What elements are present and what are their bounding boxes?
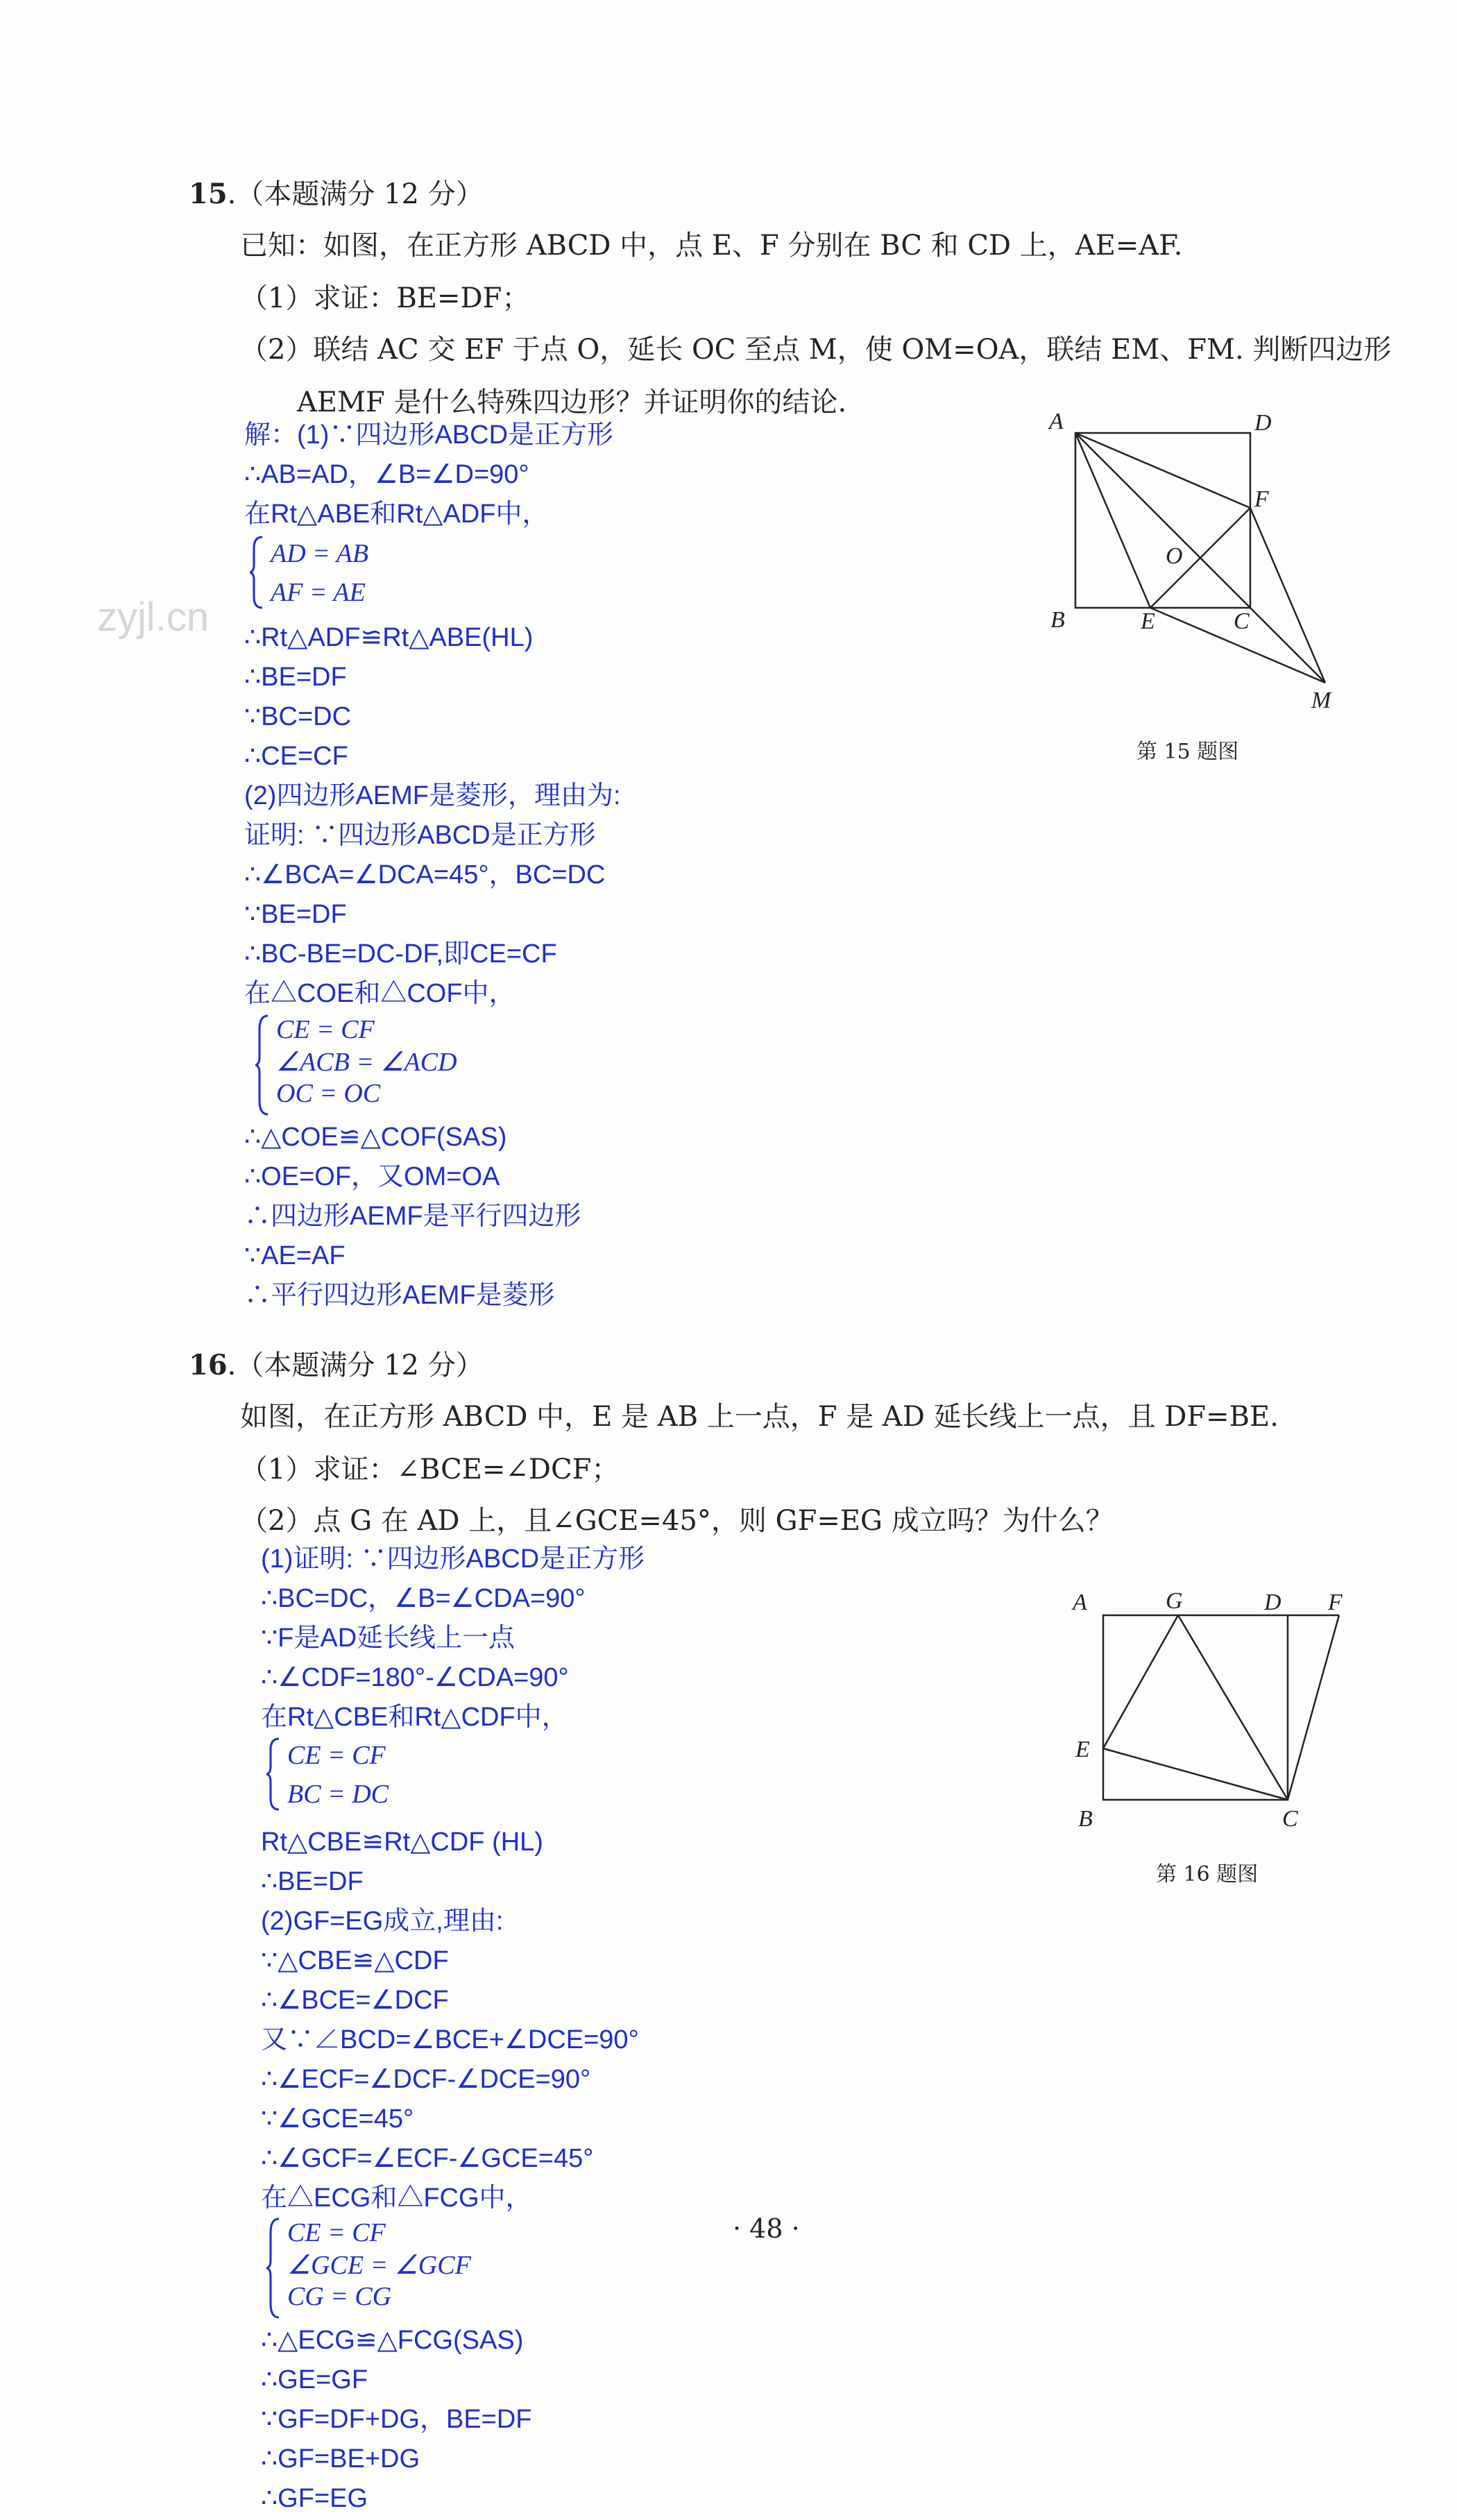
q16-equation-system-1: [266, 1736, 475, 1812]
q16-sys2-eq: CG = CG: [287, 2282, 392, 2311]
q16-sol-line: 在Rt△CBE和Rt△CDF中，: [261, 1703, 568, 1732]
brace-icon: [266, 2216, 282, 2320]
q16-sol-line: ∴BC=DC，∠B=∠CDA=90°: [261, 1584, 586, 1613]
q15-sys2-eq: OC = OC: [276, 1079, 381, 1108]
q16-part1: （1）求证：∠BCE=∠DCF；: [240, 1454, 620, 1485]
q16-sol-line: 又∵∠BCD=∠BCE+∠DCE=90°: [261, 2025, 639, 2054]
q16-sol-line: ∴GF=BE+DG: [261, 2444, 420, 2474]
q15-sol-line: ∴平行四边形AEMF是菱形: [244, 1281, 555, 1310]
q16-sys1-eq: BC = DC: [287, 1780, 389, 1809]
q15-sol-line: ∴四边形AEMF是平行四边形: [244, 1202, 581, 1231]
q16-part2: （2）点 G 在 AD 上，且∠GCE=45°，则 GF=EG 成立吗？为什么？: [240, 1505, 1114, 1537]
watermark: zyjl.cn: [97, 595, 210, 640]
q15-label-b: B: [1050, 607, 1065, 633]
brace-icon: [255, 1013, 271, 1117]
q15-sol-line: ∴△COE≌△COF(SAS): [244, 1123, 507, 1152]
page-number: · 48 ·: [733, 2213, 800, 2244]
q15-sol-line: 在Rt△ABE和Rt△ADF中，: [244, 500, 549, 529]
brace-icon: [250, 534, 265, 611]
q15-sol-line: 证明: ∵四边形ABCD是正方形: [244, 821, 596, 850]
q15-label-f: F: [1254, 486, 1269, 512]
segment-eg: [1103, 1615, 1178, 1748]
q15-header: [189, 172, 484, 212]
brace-icon: [266, 1736, 282, 1812]
q16-label-d: D: [1264, 1590, 1281, 1615]
q15-equation-system-1: [250, 534, 458, 611]
q15-part2-line1: （2）联结 AC 交 EF 于点 O，延长 OC 至点 M，使 OM=OA，联结 EM、FM. 判断四边形: [240, 334, 1392, 366]
q16-stem: 如图，在正方形 ABCD 中，E 是 AB 上一点，F 是 AD 延长线上一点，且 DF=BE.: [240, 1401, 1279, 1433]
q16-sol-line: ∴△ECG≌△FCG(SAS): [261, 2326, 524, 2355]
segment-ec: [1103, 1748, 1288, 1800]
q16-sol-line: ∴∠BCE=∠DCF: [261, 1986, 449, 2015]
q16-figure: [1062, 1582, 1374, 1846]
q16-sol-line: 在△ECG和△FCG中，: [261, 2183, 532, 2213]
q16-sol-line: (1)证明: ∵四边形ABCD是正方形: [261, 1544, 645, 1574]
q15-sol-line: ∵BE=DF: [244, 900, 347, 929]
q15-sol-line: 解：(1)∵四边形ABCD是正方形: [244, 420, 614, 450]
q15-sol-line: ∴CE=CF: [244, 742, 348, 771]
q15-sol-line: ∴Rt△ADF≌Rt△ABE(HL): [244, 623, 534, 652]
q15-sol-line: ∵AE=AF: [244, 1241, 346, 1270]
q15-sys1-eq: AD = AB: [271, 539, 369, 568]
q16-label-f: F: [1328, 1590, 1343, 1615]
q15-sol-line: ∴BC-BE=DC-DF,即CE=CF: [244, 939, 557, 969]
q15-figure-caption: 第 15 题图: [1136, 740, 1239, 764]
q15-label-c: C: [1234, 608, 1250, 634]
q15-figure: [1034, 402, 1360, 722]
q15-score: .（本题满分 12 分）: [227, 178, 484, 210]
q16-label-e: E: [1075, 1737, 1090, 1762]
q15-part1: （1）求证：BE=DF；: [240, 282, 530, 314]
q16-number: 16: [189, 1349, 228, 1381]
q16-sol-line: ∵F是AD延长线上一点: [261, 1624, 516, 1653]
segment-af: [1075, 433, 1250, 508]
q16-sol-line: ∵△CBE≌△CDF: [261, 1946, 449, 1975]
q16-sol-line: ∴GF=EG: [261, 2484, 368, 2513]
q15-sys1-eq: AF = AE: [271, 578, 366, 607]
q16-sys2-eq: CE = CF: [287, 2218, 386, 2247]
q15-sol-line: ∴∠BCA=∠DCA=45°，BC=DC: [244, 860, 606, 889]
q16-sys1-eq: CE = CF: [287, 1741, 386, 1770]
q16-sol-line: ∵∠GCE=45°: [261, 2104, 414, 2134]
q15-label-o: O: [1166, 543, 1183, 569]
q16-figure-caption: 第 16 题图: [1156, 1862, 1259, 1887]
q15-sys2-eq: ∠ACB = ∠ACD: [276, 1048, 457, 1077]
q15-sol-line: 在△COE和△COF中，: [244, 979, 516, 1008]
q16-sol-line: ∴GE=GF: [261, 2365, 368, 2394]
q15-sol-line: ∴OE=OF，又OM=OA: [244, 1162, 500, 1191]
q16-sol-line: ∴BE=DF: [261, 1867, 364, 1896]
segment-gc: [1178, 1615, 1288, 1800]
q15-part2-line2: AEMF 是什么特殊四边形？并证明你的结论.: [297, 386, 847, 418]
segment-fm: [1250, 508, 1325, 683]
segment-fc: [1288, 1615, 1339, 1800]
q16-label-c: C: [1282, 1806, 1298, 1832]
q16-label-b: B: [1078, 1806, 1093, 1832]
q16-score: .（本题满分 12 分）: [227, 1350, 484, 1381]
q15-equation-system-2: [255, 1013, 505, 1117]
segment-ae: [1075, 433, 1150, 608]
q16-label-a: A: [1073, 1590, 1087, 1615]
q15-stem: 已知：如图，在正方形 ABCD 中，点 E、F 分别在 BC 和 CD 上，AE=AF.: [240, 230, 1183, 262]
q15-label-e: E: [1141, 608, 1155, 634]
q15-sol-line: ∵BC=DC: [244, 702, 352, 731]
q16-sol-line: (2)GF=EG成立,理由:: [261, 1907, 504, 1936]
q16-sol-line: Rt△CBE≌Rt△CDF (HL): [261, 1828, 543, 1857]
q15-sol-line: ∴AB=AD，∠B=∠D=90°: [244, 460, 529, 489]
q15-label-m: M: [1311, 688, 1331, 713]
q16-header: [189, 1343, 484, 1383]
q16-label-g: G: [1166, 1588, 1183, 1614]
q16-sys2-eq: ∠GCE = ∠GCF: [287, 2251, 471, 2280]
q15-sys2-eq: CE = CF: [276, 1015, 375, 1044]
q15-label-a: A: [1049, 409, 1064, 434]
q16-sol-line: ∴∠CDF=180°-∠CDA=90°: [261, 1663, 569, 1692]
q15-sol-line: (2)四边形AEMF是菱形，理由为:: [244, 781, 621, 810]
q15-label-d: D: [1254, 410, 1272, 436]
q16-sol-line: ∵GF=DF+DG，BE=DF: [261, 2405, 532, 2434]
q16-sol-line: ∴∠ECF=∠DCF-∠DCE=90°: [261, 2065, 591, 2094]
q15-sol-line: ∴BE=DF: [244, 663, 347, 692]
q16-sol-line: ∴∠GCF=∠ECF-∠GCE=45°: [261, 2144, 594, 2173]
q15-number: 15: [189, 178, 228, 210]
q16-equation-system-2: [266, 2216, 516, 2320]
